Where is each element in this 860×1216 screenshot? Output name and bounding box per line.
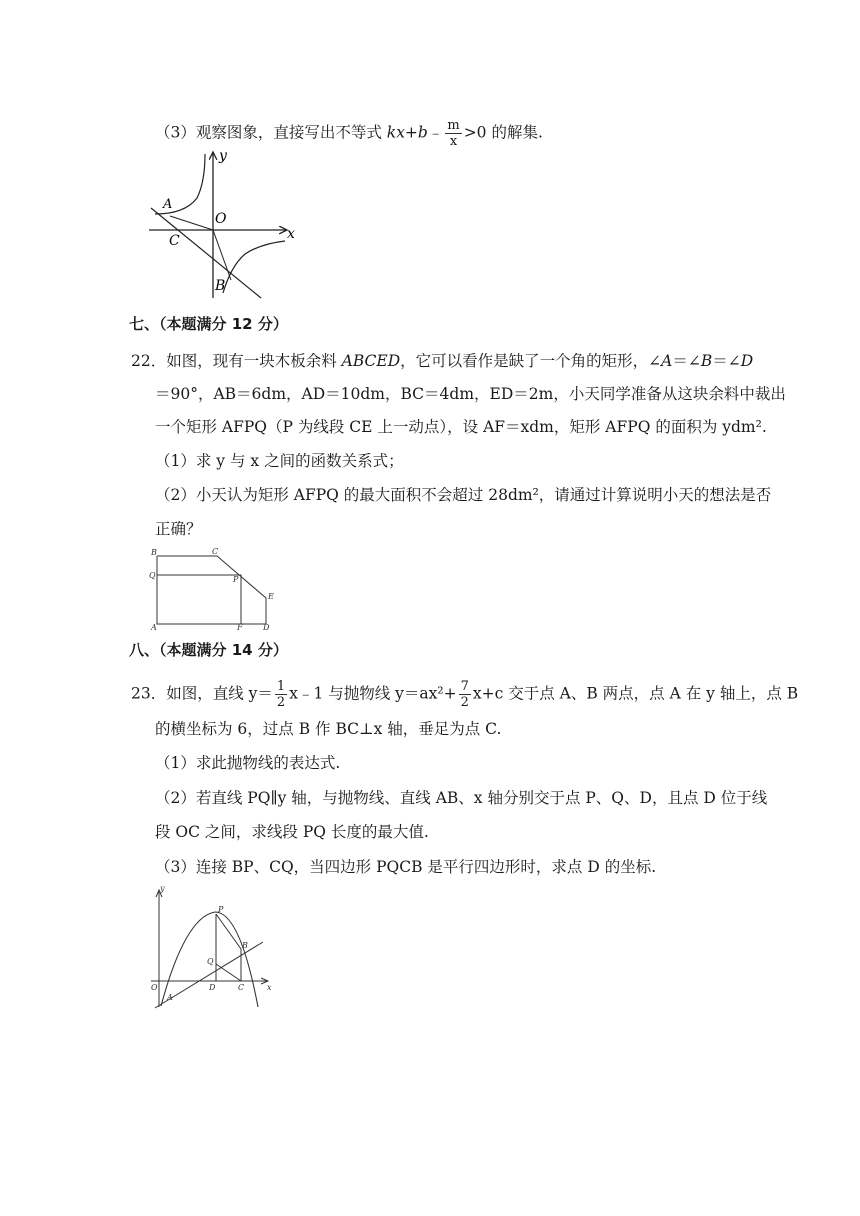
label-b: B [242,941,248,950]
board-outline [157,556,266,624]
section-7-heading: 七、（本题满分 12 分） [129,315,288,333]
q23-part3: （3）连接 BP、CQ，当四边形 PQCB 是平行四边形时，求点 D 的坐标. [155,858,657,876]
q22-figure [145,546,280,630]
q23-figure [145,882,280,1012]
q21-part3: （3）观察图象，直接写出不等式 kx+b﹣ $\frac{m}{x}$ >0 的解集. [155,118,543,149]
label-q: Q [149,571,156,580]
q22-line3: 一个矩形 AFPQ（P 为线段 CE 上一动点），设 AF＝xdm，矩形 AFPQ 的面积为 ydm². [155,418,767,436]
label-x: x [287,226,295,242]
label-f: F [237,623,243,630]
label-x: x [267,983,272,992]
hyperbola-branch-2 [223,241,285,293]
label-e: E [268,592,274,601]
q23-part1: （1）求此抛物线的表达式. [155,754,341,772]
segment-qc [216,964,241,981]
label-p: P [218,905,224,914]
fraction-one-half: $\frac{1}{2}$ [276,679,286,710]
label-b: B [215,278,226,294]
label-c: C [212,547,219,556]
q23-line1: 23．如图，直线 y＝ $\frac{1}{2}$ x﹣1 与抛物线 y＝ax²+ $\frac{7}{2}$ x+c 交于点 A、B 两点，点 A 在 y 轴上，点 B [131,679,799,710]
segment-ao [170,216,213,230]
label-d: D [263,623,270,630]
label-o: O [151,983,158,992]
label-o: O [215,211,227,227]
fraction-m-over-x: $\frac{m}{x}$ [447,118,460,149]
section-8-heading: 八、（本题满分 14 分） [129,641,288,659]
label-a: A [163,197,173,212]
q22-part2-cont: 正确？ [155,520,202,538]
label-y: y [219,148,227,164]
label-y: y [160,884,165,893]
q23-line2: 的横坐标为 6，过点 B 作 BC⊥x 轴，垂足为点 C. [155,720,502,738]
line-ab [151,208,261,298]
label-b: B [151,548,157,557]
q22-part2: （2）小天认为矩形 AFPQ 的最大面积不会超过 28dm²，请通过计算说明小天的想法是否 [155,486,772,504]
label-a: A [167,993,173,1002]
rectangle-afpq [157,575,241,624]
q21-figure [145,148,300,300]
q22-line2: ＝90°，AB＝6dm，AD＝10dm，BC＝4dm，ED＝2m，小天同学准备从这块余料中裁出 [155,385,786,403]
label-c: C [238,983,245,992]
q23-part2: （2）若直线 PQ∥y 轴，与抛物线、直线 AB、x 轴分别交于点 P、Q、D，且点 D 位于线 [155,789,768,807]
label-d: D [209,983,216,992]
label-p: P [233,575,239,584]
label-c: C [169,233,180,249]
segment-ob [213,230,231,280]
q23-part2-cont: 段 OC 之间，求线段 PQ 长度的最大值. [155,823,429,841]
q22-part1: （1）求 y 与 x 之间的函数关系式； [155,452,404,470]
q22-line1: 22．如图，现有一块木板余料 ABCED，它可以看作是缺了一个角的矩形，∠A＝∠B＝∠D [131,352,754,370]
fraction-seven-halves: $\frac{7}{2}$ [460,679,469,710]
label-a: A [151,623,157,630]
label-q: Q [207,957,214,966]
